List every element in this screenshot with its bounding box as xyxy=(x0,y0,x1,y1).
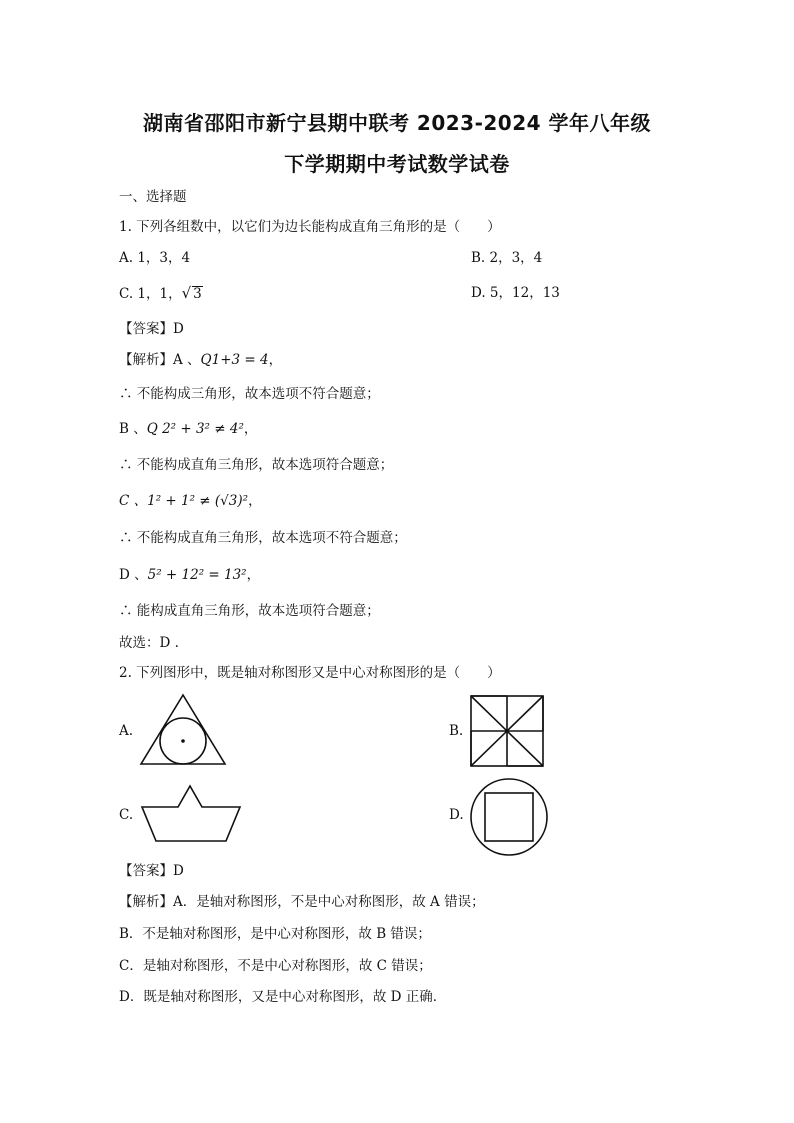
q1-analysis-c-conclusion: ∴ 不能构成直角三角形，故本选项不符合题意； xyxy=(119,530,407,546)
q1-stem: 1. 下列各组数中，以它们为边长能构成直角三角形的是（ ） xyxy=(119,219,501,235)
q1-analysis-lead: 【解析】A 、 xyxy=(119,352,201,368)
q1-analysis-d-lead: D 、 xyxy=(119,567,148,583)
q2-label-c: C. xyxy=(119,807,134,823)
sqrt-symbol: √ xyxy=(181,284,192,302)
boat-shape xyxy=(142,786,240,841)
q1-analysis-b-conclusion: ∴ 不能构成直角三角形，故本选项符合题意； xyxy=(119,457,394,473)
inner-square-shape xyxy=(485,793,533,841)
q1-analysis-b xyxy=(119,420,257,438)
q1-analysis-b-tail: ， xyxy=(243,421,258,437)
q1-analysis-c xyxy=(119,492,262,510)
q1-analysis-a-expr: Q1+3 = 4 xyxy=(200,352,269,368)
q2-analysis-a: 【解析】A．是轴对称图形，不是中心对称图形，故 A 错误； xyxy=(119,894,485,910)
q1-option-b: B. 2，3，4 xyxy=(471,250,543,266)
outer-circle-shape xyxy=(471,779,547,855)
q1-option-c-radicand: 3 xyxy=(193,286,202,302)
q1-answer: 【答案】D xyxy=(119,321,184,337)
q1-choice: 故选：D . xyxy=(119,635,179,651)
q1-analysis-d xyxy=(119,566,260,584)
q1-analysis-d-conclusion: ∴ 能构成直角三角形，故本选项符合题意； xyxy=(119,603,380,619)
q2-stem: 2. 下列图形中，既是轴对称图形又是中心对称图形的是（ ） xyxy=(119,665,501,681)
square-in-circle-figure xyxy=(468,776,550,858)
q2-label-b: B. xyxy=(449,723,464,739)
q1-option-d: D. 5，12，13 xyxy=(471,285,560,301)
title-line-1: 湖南省邵阳市新宁县期中联考 2023-2024 学年八年级 xyxy=(142,111,652,135)
q2-label-d: D. xyxy=(449,807,464,823)
q1-analysis-d-tail: ， xyxy=(246,567,261,583)
section-heading: 一、选择题 xyxy=(119,189,187,205)
boat-figure xyxy=(138,782,244,844)
q1-option-a: A. 1，3，4 xyxy=(119,250,191,266)
q1-analysis-b-expr: Q 2² + 3² ≠ 4² xyxy=(146,421,244,437)
q2-label-a: A. xyxy=(119,723,134,739)
triangle-with-incircle-figure xyxy=(138,692,230,766)
q1-analysis-c-tail: ， xyxy=(248,493,262,509)
q1-analysis-c-lead: C 、 xyxy=(119,493,148,509)
q2-analysis-d: D．既是轴对称图形，又是中心对称图形，故 D 正确． xyxy=(119,989,447,1005)
q1-analysis-b-lead: B 、 xyxy=(119,421,147,437)
q1-analysis-d-expr: 5² + 12² = 13² xyxy=(147,567,247,583)
q1-option-c xyxy=(119,284,203,303)
q1-analysis-a-conclusion: ∴ 不能构成三角形，故本选项不符合题意； xyxy=(119,386,380,402)
q2-analysis-b: B．不是轴对称图形，是中心对称图形，故 B 错误； xyxy=(119,926,431,942)
q2-analysis-c: C．是轴对称图形，不是中心对称图形，故 C 错误； xyxy=(119,958,432,974)
q1-option-c-prefix: C. 1，1， xyxy=(119,286,182,302)
triangle-shape xyxy=(141,695,225,764)
q1-analysis-a xyxy=(119,351,282,369)
title-line-2: 下学期期中考试数学试卷 xyxy=(284,152,510,176)
center-dot xyxy=(181,739,185,743)
q2-answer: 【答案】D xyxy=(119,863,184,879)
pinwheel-figure xyxy=(468,694,546,768)
q1-analysis-a-tail: ， xyxy=(268,352,283,368)
q1-analysis-c-expr: 1² + 1² ≠ (√3)² xyxy=(147,493,249,509)
